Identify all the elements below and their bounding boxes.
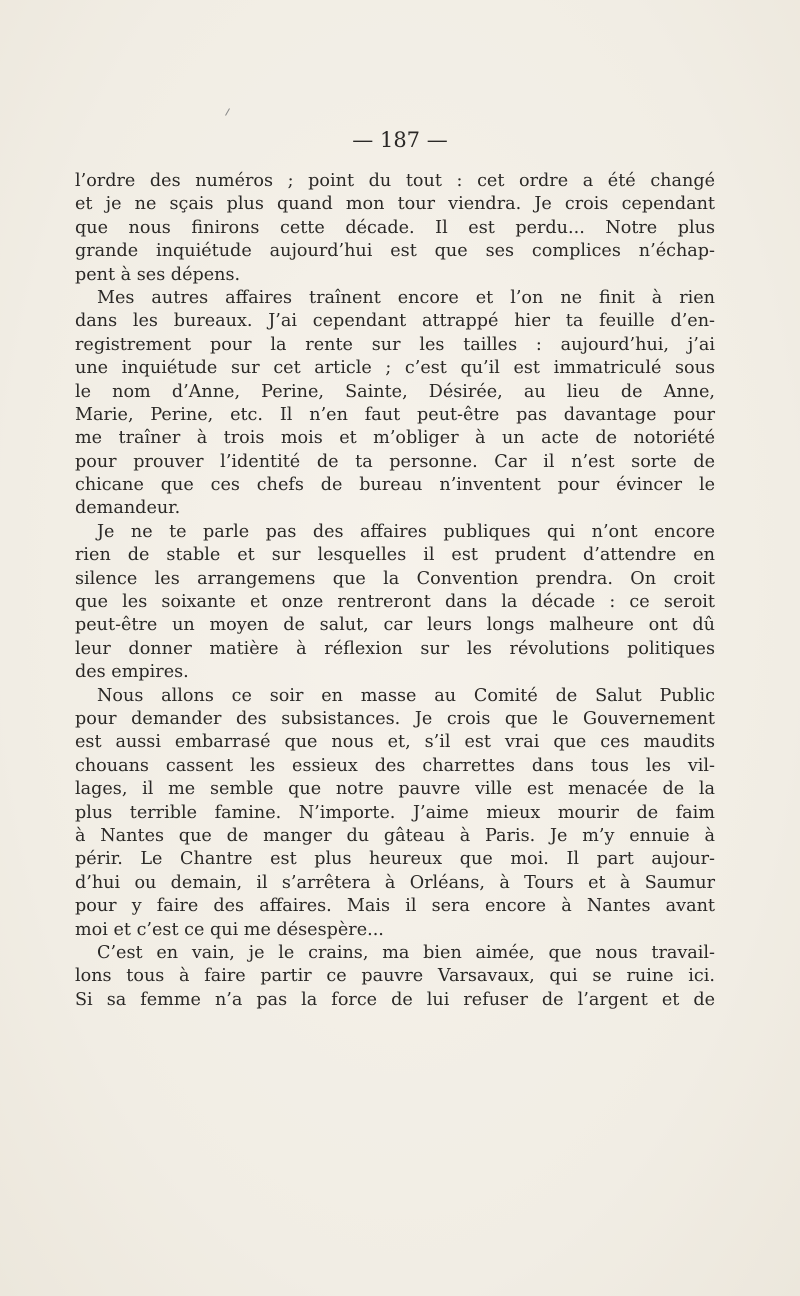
- text-line: Je ne te parle pas des affaires publiques qui n’ont encore: [97, 521, 715, 542]
- text-line: et je ne sçais plus quand mon tour viendra. Je crois cependant: [75, 194, 715, 215]
- page-number: — 187 —: [352, 128, 448, 152]
- text-line: pent à ses dépens.: [75, 264, 241, 285]
- text-line: le nom d’Anne, Perine, Sainte, Désirée, au lieu de Anne,: [75, 381, 715, 402]
- text-line: rien de stable et sur lesquelles il est prudent d’attendre en: [75, 545, 715, 566]
- body-text: [75, 170, 715, 1012]
- text-line: moi et c’est ce qui me désespère...: [75, 919, 384, 940]
- text-line: C’est en vain, je le crains, ma bien aimée, que nous travail-: [97, 942, 715, 963]
- text-line: l’ordre des numéros ; point du tout : cet ordre a été changé: [75, 171, 715, 191]
- text-line: Nous allons ce soir en masse au Comité de Salut Public: [97, 685, 715, 706]
- text-line: Marie, Perine, etc. Il n’en faut peut-être pas davantage pour: [75, 404, 715, 425]
- text-line: peut-être un moyen de salut, car leurs longs malheure ont dû: [75, 615, 715, 636]
- text-line: chouans cassent les essieux des charrettes dans tous les vil-: [75, 755, 715, 776]
- text-line: à Nantes que de manger du gâteau à Paris. Je m’y ennuie à: [75, 825, 715, 846]
- text-line: pour prouver l’identité de ta personne. Car il n’est sorte de: [75, 451, 715, 472]
- text-line: chicane que ces chefs de bureau n’inventent pour évincer le: [75, 475, 715, 496]
- text-line: lages, il me semble que notre pauvre ville est menacée de la: [75, 779, 715, 800]
- text-line: des empires.: [75, 662, 189, 683]
- text-line: une inquiétude sur cet article ; c’est qu’il est immatriculé sous: [75, 358, 715, 379]
- text-line: me traîner à trois mois et m’obliger à un acte de notoriété: [75, 428, 715, 449]
- text-line: est aussi embarrasé que nous et, s’il est vrai que ces maudits: [75, 732, 715, 753]
- text-line: pour y faire des affaires. Mais il sera encore à Nantes avant: [75, 896, 715, 917]
- text-line: grande inquiétude aujourd’hui est que ses complices n’échap-: [75, 241, 715, 262]
- text-line: d’hui ou demain, il s’arrêtera à Orléans, à Tours et à Saumur: [75, 872, 715, 893]
- text-line: leur donner matière à réflexion sur les révolutions politiques: [75, 638, 715, 659]
- text-line: silence les arrangemens que la Convention prendra. On croit: [75, 568, 715, 589]
- text-line: Si sa femme n’a pas la force de lui refuser de l’argent et de: [75, 989, 715, 1010]
- text-line: dans les bureaux. J’ai cependant attrappé hier ta feuille d’en-: [75, 311, 715, 332]
- text-line: que nous finirons cette décade. Il est perdu... Notre plus: [75, 217, 715, 238]
- text-line: pour demander des subsistances. Je crois que le Gouvernement: [75, 708, 715, 729]
- text-line: périr. Le Chantre est plus heureux que moi. Il part aujour-: [75, 849, 715, 870]
- text-line: Mes autres affaires traînent encore et l’on ne finit à rien: [97, 287, 715, 308]
- text-line: plus terrible famine. N’importe. J’aime mieux mourir de faim: [75, 802, 715, 823]
- text-line: que les soixante et onze rentreront dans la décade : ce seroit: [75, 592, 715, 613]
- text-line: registrement pour la rente sur les tailles : aujourd’hui, j’ai: [75, 334, 715, 355]
- text-line: lons tous à faire partir ce pauvre Varsavaux, qui se ruine ici.: [75, 966, 715, 987]
- pencil-mark: [225, 108, 230, 115]
- text-line: demandeur.: [75, 498, 181, 519]
